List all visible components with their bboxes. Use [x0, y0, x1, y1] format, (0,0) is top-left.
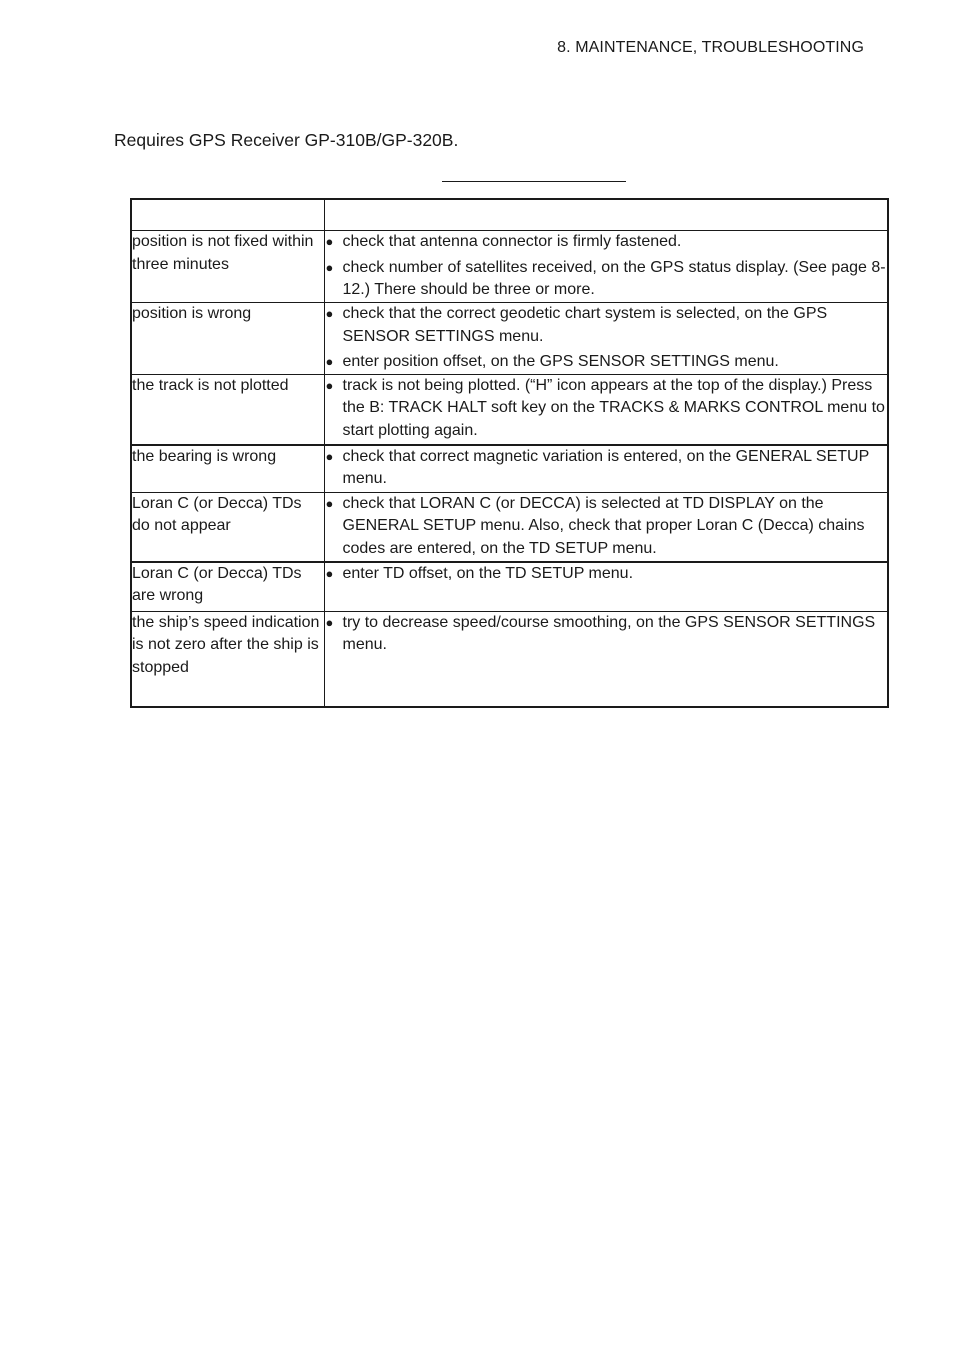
remedy-cell [324, 303, 888, 375]
remedy-item [325, 257, 888, 302]
troubleshooting-table [130, 198, 889, 708]
symptom-cell: the ship’s speed indication is not zero after the ship is stopped [131, 611, 324, 707]
table-row [131, 303, 888, 375]
remedy-text: track is not being plotted. (“H” icon appears at the top of the display.) Press the B: TRACK HALT soft key on the TRACKS & MARKS CONTROL menu to start plotting again. [342, 376, 885, 439]
remedy-item [325, 563, 888, 586]
symptom-cell: position is not fixed within three minutes [131, 231, 324, 303]
remedy-item [325, 351, 888, 374]
bullet-icon: ● [325, 614, 334, 630]
remedy-item [325, 303, 888, 348]
bullet-icon: ● [325, 234, 334, 249]
remedy-text: check number of satellites received, on the GPS status display. (See page 8-12.) There should be three or more. [342, 258, 886, 298]
remedy-item [325, 493, 888, 561]
symptom-cell: the bearing is wrong [131, 445, 324, 493]
title-underline [442, 181, 626, 182]
bullet-icon: ● [325, 354, 334, 369]
table-row [131, 445, 888, 493]
symptom-cell: the track is not plotted [131, 374, 324, 445]
table-row [131, 492, 888, 562]
running-header: 8. MAINTENANCE, TROUBLESHOOTING [557, 39, 864, 56]
remedy-text: try to decrease speed/course smoothing, on the GPS SENSOR SETTINGS menu. [342, 613, 876, 653]
remedy-cell [324, 231, 888, 303]
remedy-item [325, 375, 888, 443]
remedy-text: check that correct magnetic variation is entered, on the GENERAL SETUP menu. [342, 447, 869, 487]
remedy-item [325, 231, 888, 254]
bullet-icon: ● [325, 495, 334, 511]
symptom-cell: Loran C (or Decca) TDs are wrong [131, 562, 324, 612]
table-row [131, 611, 888, 707]
bullet-icon: ● [325, 259, 334, 275]
table-header-row [131, 199, 888, 231]
remedy-cell [324, 374, 888, 445]
symptom-cell: position is wrong [131, 303, 324, 375]
remedy-cell [324, 562, 888, 612]
remedy-cell [324, 445, 888, 493]
column-header-symptom [131, 199, 324, 231]
remedy-text: check that the correct geodetic chart system is selected, on the GPS SENSOR SETTINGS menu. [342, 305, 828, 345]
bullet-icon: ● [325, 377, 334, 393]
bullet-icon: ● [325, 565, 334, 581]
remedy-text: enter position offset, on the GPS SENSOR SETTINGS menu. [342, 353, 779, 370]
table-row [131, 562, 888, 612]
remedy-item [325, 446, 888, 491]
remedy-text: enter TD offset, on the TD SETUP menu. [342, 564, 634, 582]
remedy-text: check that antenna connector is firmly fastened. [342, 233, 682, 250]
bullet-icon: ● [325, 306, 334, 321]
intro-text: Requires GPS Receiver GP-310B/GP-320B. [114, 130, 459, 150]
remedy-cell [324, 492, 888, 562]
remedy-text: check that LORAN C (or DECCA) is selected at TD DISPLAY on the GENERAL SETUP menu. Also, check that proper Loran C (Decca) chains codes are entered, on the TD SETUP menu. [342, 494, 865, 557]
remedy-cell [324, 611, 888, 707]
column-header-remedy [324, 199, 888, 231]
table-row [131, 374, 888, 445]
symptom-cell: Loran C (or Decca) TDs do not appear [131, 492, 324, 562]
bullet-icon: ● [325, 448, 334, 464]
remedy-item [325, 612, 888, 657]
table-row [131, 231, 888, 303]
